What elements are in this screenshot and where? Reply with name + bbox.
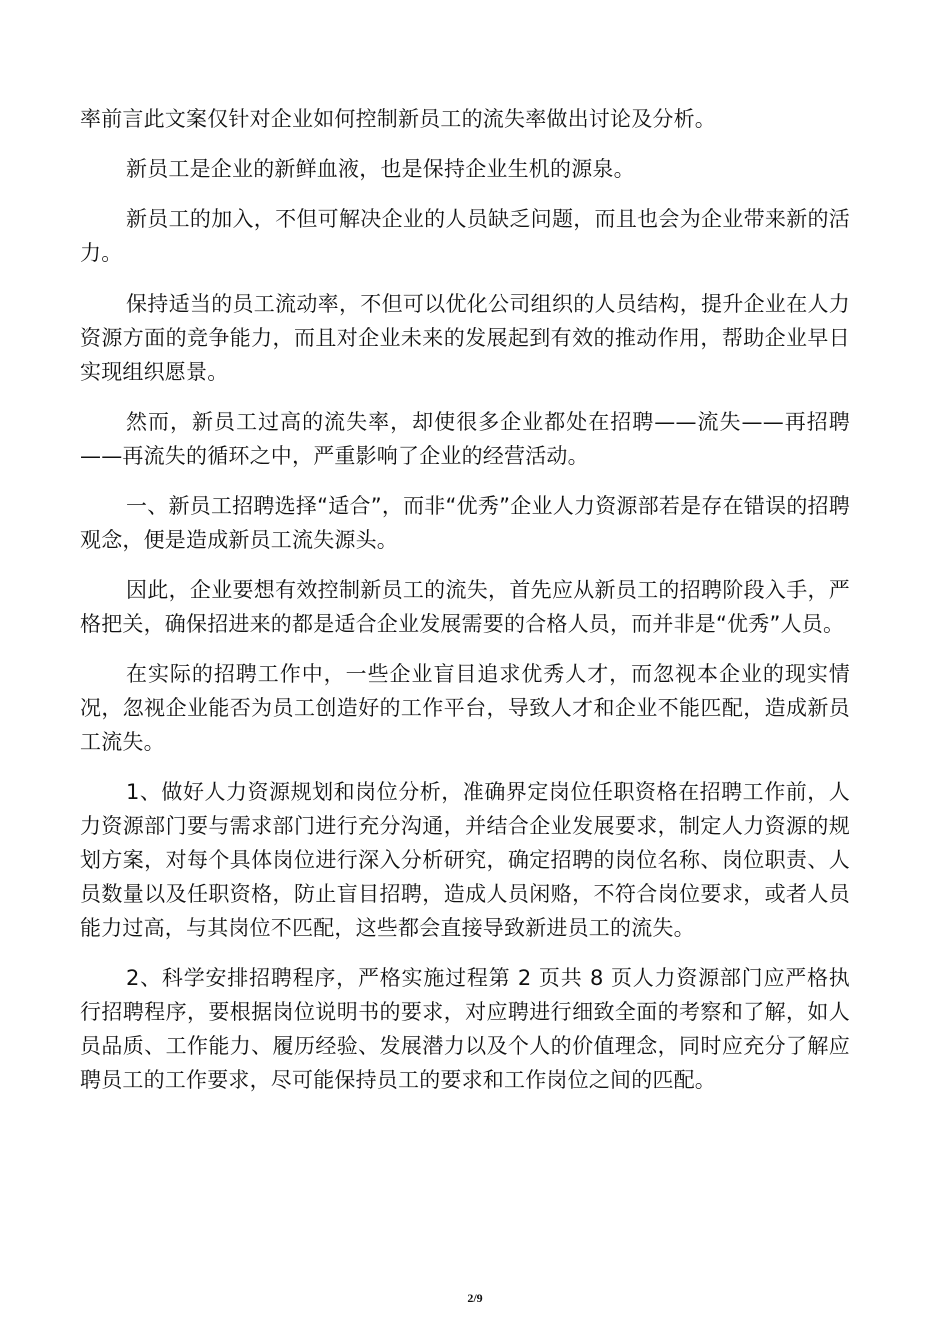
paragraph-5: 然而，新员工过高的流失率，却使很多企业都处在招聘——流失——再招聘——再流失的循环之中，严重影响了企业的经营活动。 (80, 410, 850, 468)
paragraph-9: 1、做好人力资源规划和岗位分析，准确界定岗位任职资格在招聘工作前，人力资源部门要与需求部门进行充分沟通，并结合企业发展要求，制定人力资源的规划方案，对每个具体岗位进行深入分析研究，确定招聘的岗位名称、岗位职责、人员数量以及任职资格，防止盲目招聘，造成人员闲赂，不符合岗位要求，或者人员能力过高，与其岗位不匹配，这些都会直接导致新进员工的流失。 (80, 780, 850, 940)
paragraph-1: 率前言此文案仅针对企业如何控制新员工的流失率做出讨论及分析。 (80, 107, 716, 131)
paragraph-7: 因此，企业要想有效控制新员工的流失，首先应从新员工的招聘阶段入手，严格把关，确保招进来的都是适合企业发展需要的合格人员，而并非是“优秀”人员。 (80, 578, 850, 636)
document-body (80, 102, 850, 1097)
paragraph-4: 保持适当的员工流动率，不但可以优化公司组织的人员结构，提升企业在人力资源方面的竞争能力，而且对企业未来的发展起到有效的推动作用，帮助企业早日实现组织愿景。 (80, 292, 850, 384)
page-number: 2/9 (467, 1291, 483, 1305)
paragraph-8: 在实际的招聘工作中，一些企业盲目追求优秀人才，而忽视本企业的现实情况，忽视企业能否为员工创造好的工作平台，导致人才和企业不能匹配，造成新员工流失。 (80, 662, 850, 754)
paragraph-2: 新员工是企业的新鲜血液，也是保持企业生机的源泉。 (126, 157, 635, 181)
paragraph-3: 新员工的加入，不但可解决企业的人员缺乏问题，而且也会为企业带来新的活力。 (80, 207, 850, 265)
paragraph-10: 2、科学安排招聘程序，严格实施过程第 2 页共 8 页人力资源部门应严格执行招聘程序，要根据岗位说明书的要求，对应聘进行细致全面的考察和了解，如人员品质、工作能力、履历经验、发展潜力以及个人的价值理念，同时应充分了解应聘员工的工作要求，尽可能保持员工的要求和工作岗位之间的匹配。 (80, 966, 850, 1092)
paragraph-6: 一、新员工招聘选择“适合”，而非“优秀”企业人力资源部若是存在错误的招聘观念，便是造成新员工流失源头。 (80, 494, 850, 552)
